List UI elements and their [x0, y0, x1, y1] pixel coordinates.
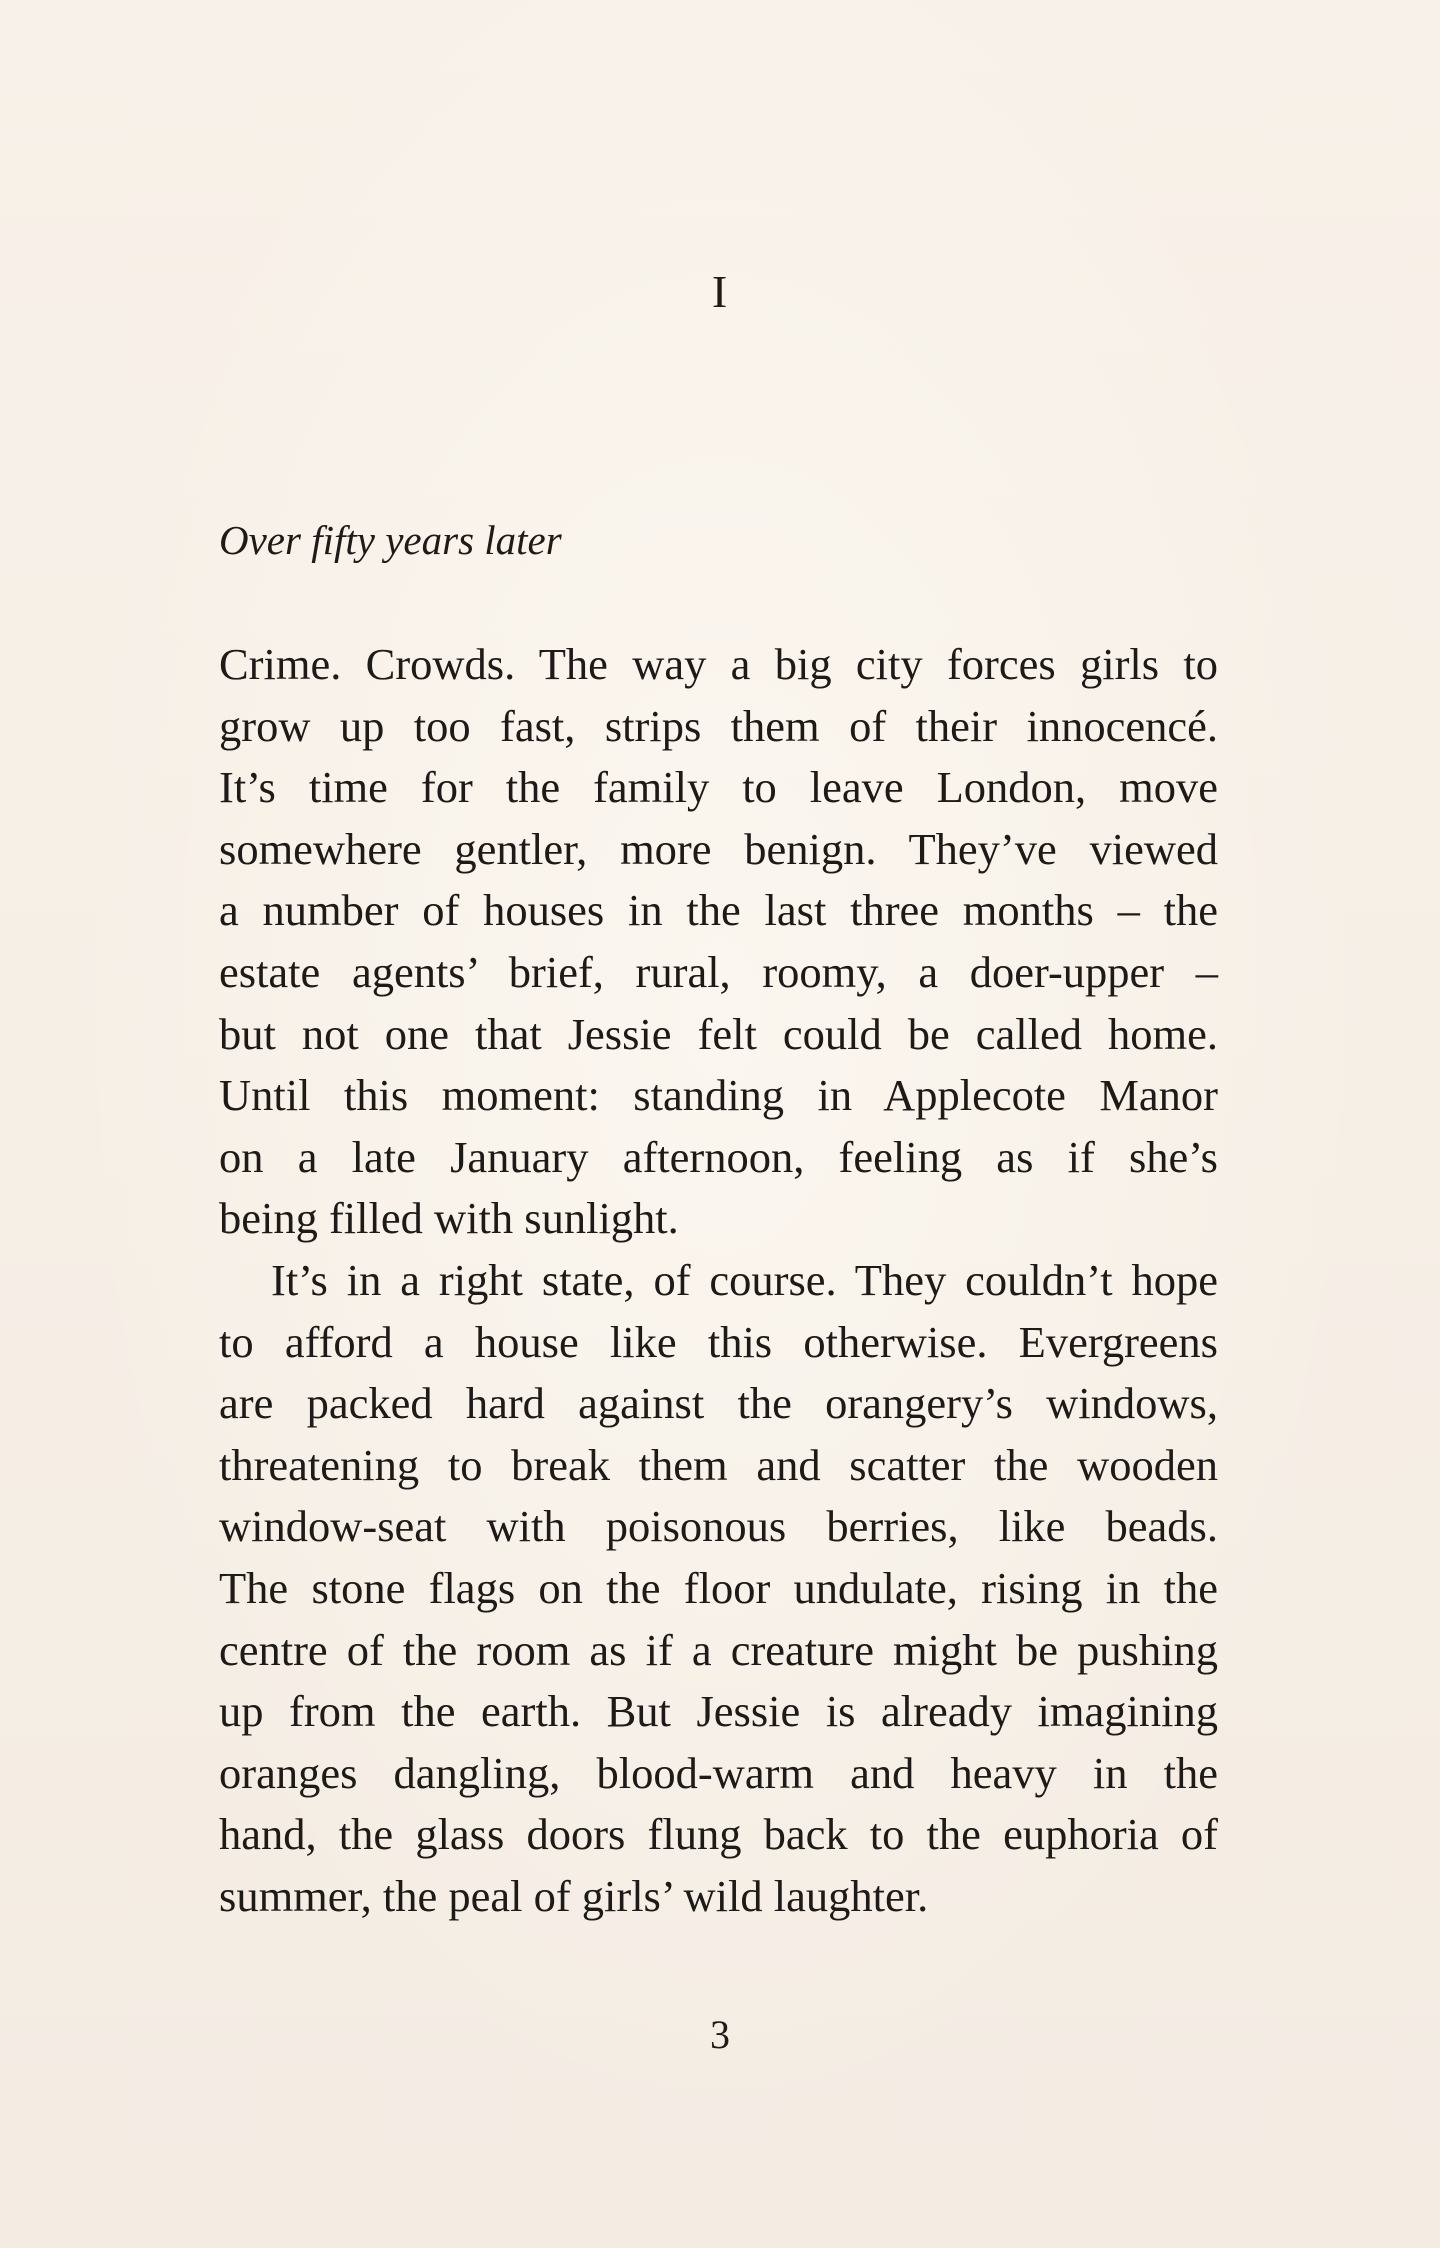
text-line: a number of houses in the last three months – the — [219, 885, 1218, 936]
paragraph — [219, 1250, 1218, 1928]
text-line: Until this moment: standing in Applecote Manor — [219, 1070, 1218, 1121]
text-line: but not one that Jessie felt could be called home. — [219, 1008, 1218, 1059]
text-line: It’s in a right state, of course. They couldn’t hope — [271, 1254, 1218, 1305]
text-line: It’s time for the family to leave London, move — [219, 762, 1218, 813]
text-line: to afford a house like this otherwise. Evergreens — [219, 1316, 1218, 1367]
text-line: summer, the peal of girls’ wild laughter. — [219, 1870, 929, 1921]
text-line: hand, the glass doors flung back to the euphoria of — [219, 1809, 1218, 1860]
body-text — [219, 634, 1218, 1927]
chapter-number: I — [711, 266, 729, 317]
text-line: somewhere gentler, more benign. They’ve viewed — [219, 823, 1218, 874]
text-line: centre of the room as if a creature might be pushing — [219, 1624, 1218, 1675]
text-line: Crime. Crowds. The way a big city forces girls to — [219, 639, 1218, 689]
text-line: window-seat with poisonous berries, like beads. — [219, 1501, 1218, 1552]
text-line: grow up too fast, strips them of their innocencé. — [219, 700, 1218, 751]
page-number: 3 — [710, 2012, 730, 2057]
text-line: are packed hard against the orangery’s windows, — [219, 1378, 1218, 1429]
text-line: being filled with sunlight. — [219, 1193, 679, 1244]
text-line: The stone flags on the floor undulate, rising in the — [219, 1562, 1218, 1613]
text-line: up from the earth. But Jessie is already imagining — [219, 1686, 1218, 1737]
text-line: oranges dangling, blood-warm and heavy in the — [219, 1747, 1218, 1798]
text-line: estate agents’ brief, rural, roomy, a doer-upper – — [219, 946, 1218, 997]
section-epigraph: Over fifty years later — [219, 517, 562, 563]
text-line: threatening to break them and scatter the wooden — [219, 1439, 1218, 1490]
text-line: on a late January afternoon, feeling as if she’s — [219, 1131, 1218, 1182]
paragraph — [219, 634, 1218, 1250]
